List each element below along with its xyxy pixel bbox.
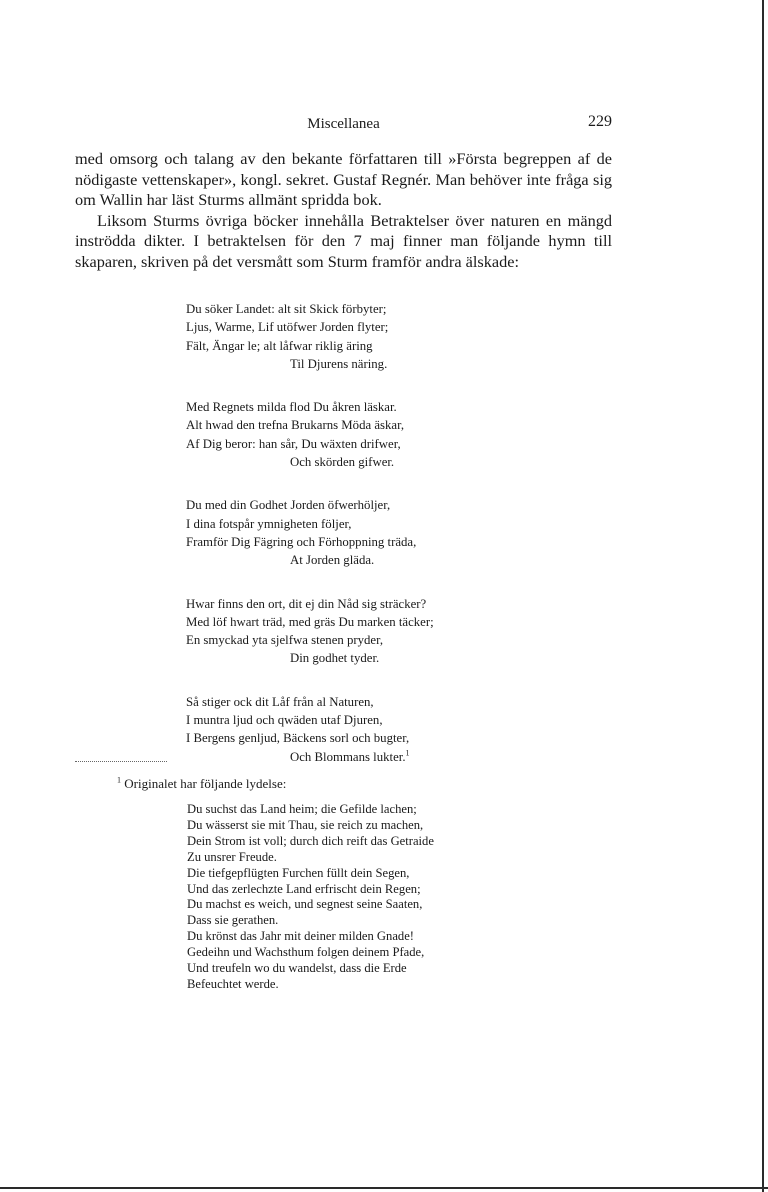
german-line: Befeuchtet werde.: [187, 976, 279, 991]
poem-line: I Bergens genljud, Bäckens sorl och bugter,: [186, 731, 410, 746]
stanza-3: [186, 496, 526, 569]
poem-line: Alt hwad den trefna Brukarns Möda äskar,: [186, 418, 405, 433]
german-line: Du krönst das Jahr mit deiner milden Gnade!: [187, 929, 414, 944]
poem-short-line: Til Djurens näring.: [290, 356, 388, 371]
poem-line: Fält, Ängar le; alt låfwar riklig äring: [186, 338, 373, 353]
poem-line: Ljus, Warme, Lif utöfwer Jorden flyter;: [186, 320, 389, 335]
poem-line: Hwar finns den ort, dit ej din Nåd sig sträcker?: [186, 596, 427, 611]
poem-short-line: Och skörden gifwer.: [290, 455, 395, 470]
footnote-intro: [117, 776, 286, 792]
poem-short-line: At Jorden gläda.: [290, 553, 375, 568]
stanza-1: [186, 300, 526, 373]
german-line: Die tiefgepflügten Furchen füllt dein Segen,: [187, 865, 410, 880]
poem-short-line: [186, 748, 526, 766]
scan-edge-bottom: [0, 1187, 768, 1189]
poem-line: Du söker Landet: alt sit Skick förbyter;: [186, 302, 387, 316]
paragraph-1: med omsorg och talang av den bekante författaren till »Första begreppen af de nödigaste vettenskaper», kongl. sekret. Gustaf Regnér. Man behöver inte fråga sig om Wallin har läst Sturms allmänt spridda bok.: [75, 149, 612, 209]
footnote-divider: [75, 761, 167, 762]
german-line: Und treufeln wo du wandelst, dass die Erde: [187, 961, 407, 976]
german-line: Dass sie gerathen.: [187, 913, 279, 928]
german-line: Du wässerst sie mit Thau, sie reich zu machen,: [187, 817, 424, 832]
poem-short-line: Din godhet tyder.: [290, 651, 380, 666]
running-head: Miscellanea: [307, 116, 380, 132]
poem-line: Af Dig beror: han sår, Du wäxten drifwer,: [186, 436, 401, 451]
stanza-2: [186, 398, 526, 471]
hymn-poem: [186, 300, 526, 791]
poem-line: Du med din Godhet Jorden öfwerhöljer,: [186, 498, 391, 513]
page-header: [75, 113, 612, 138]
page-number: 229: [588, 113, 612, 130]
footnote-intro-text: Originalet har följande lydelse:: [124, 776, 287, 791]
poem-line: Med Regnets milda flod Du åkren läskar.: [186, 400, 397, 415]
paragraph-2: Liksom Sturms övriga böcker innehålla Betraktelser över naturen en mängd inströdda dikter. I betraktelsen för den 7 maj finner man följande hymn till skaparen, skriven på det versmått som Sturm framför andra älskade:: [75, 210, 612, 271]
stanza-4: [186, 595, 526, 668]
poem-line: I muntra ljud och qwäden utaf Djuren,: [186, 713, 383, 728]
german-line: Dein Strom ist voll; durch dich reift das Getraide: [187, 833, 434, 848]
german-line: Du suchst das Land heim; die Gefilde lachen;: [187, 802, 417, 816]
footnote-reference-mark[interactable]: 1: [405, 748, 410, 758]
footnote-original-german: [187, 802, 517, 993]
german-line: Zu unsrer Freude.: [187, 849, 277, 864]
poem-line: Så stiger ock dit Låf från al Naturen,: [186, 694, 374, 709]
body-text: [75, 149, 612, 272]
german-line: Gedeihn und Wachsthum folgen deinem Pfade,: [187, 945, 425, 960]
poem-line: I dina fotspår ymnigheten följer,: [186, 516, 352, 531]
poem-line: Med löf hwart träd, med gräs Du marken täcker;: [186, 614, 434, 629]
scan-edge-right: [762, 0, 764, 1192]
poem-short-text: Och Blommans lukter.: [290, 749, 406, 764]
footnote-number: 1: [117, 775, 121, 785]
stanza-5: [186, 693, 526, 766]
german-line: Du machst es weich, und segnest seine Saaten,: [187, 897, 423, 912]
german-line: Und das zerlechzte Land erfrischt dein Regen;: [187, 881, 421, 896]
poem-line: Framför Dig Fägring och Förhoppning träda,: [186, 534, 417, 549]
poem-line: En smyckad yta sjelfwa stenen pryder,: [186, 633, 384, 648]
